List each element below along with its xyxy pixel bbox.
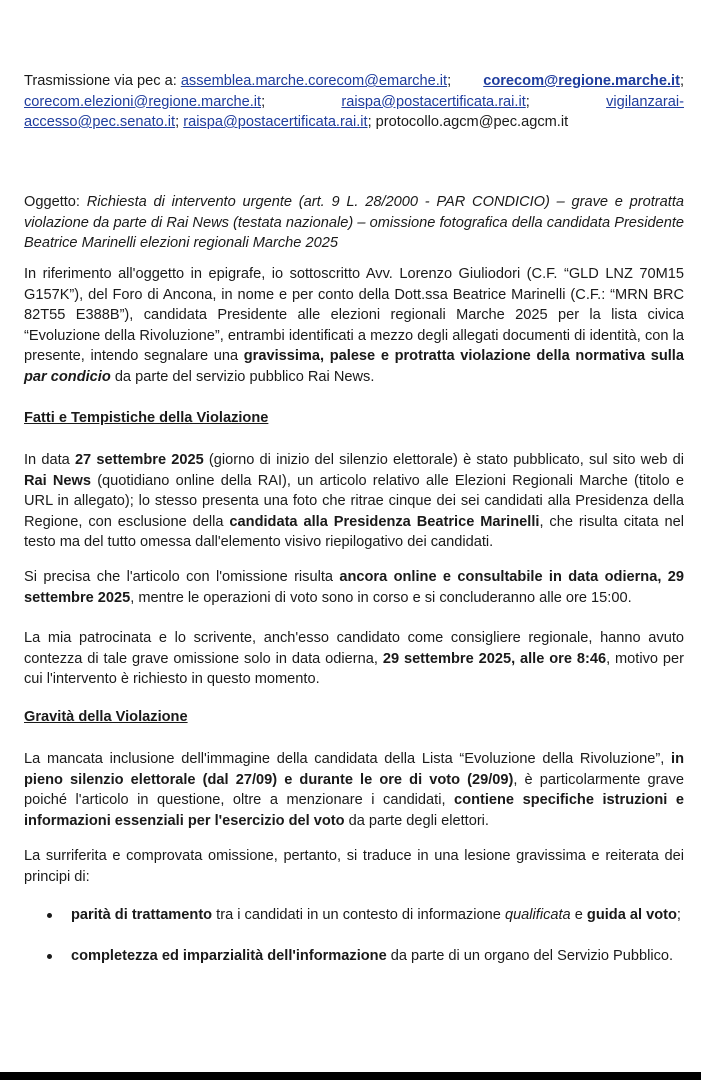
pec-link-vigilanzarai-part1[interactable]: vigilanzarai- xyxy=(606,93,684,110)
intro-text: In riferimento all'oggetto in epigrafe, io sottoscritto Avv. Lorenzo Giuliodori (C.F. “GLD LNZ 70M15 G157K”), del Foro di Ancona, in nome e per conto della Dott.ssa Beatrice Marinelli (C.F.: “MRN BRC 82T55 E388B”), candidata Presidente alle elezioni regionali Marche 2025 per la lista civica “Evoluzione della Rivoluzione”, entrambi identificati a mezzo degli allegati documenti di identità, con la presente, intendo segnalare una xyxy=(24,266,684,364)
text: da parte degli elettori. xyxy=(344,812,489,829)
subject-text: Richiesta di intervento urgente (art. 9 L. 28/2000 - PAR CONDICIO) – grave e protratta violazione da parte di Rai News (testata nazionale) – omissione fotografica della candidata Presidente Beatrice Marinelli elezioni regionali Marche 2025 xyxy=(24,194,684,251)
bold: contiene specifiche istruzioni e informazioni essenziali per l'esercizio del voto xyxy=(24,792,685,829)
text: (quotidiano online della RAI), un articolo relativo alle Elezioni Regionali Marche (titolo e URL in allegato); lo stesso presenta una foto che ritrae cinque dei sei candidati alla Presidenza della Regione, con esclusione della xyxy=(24,472,684,530)
italic: qualificata xyxy=(504,907,571,923)
text: La mancata inclusione dell'immagine della candidata della Lista “Evoluzione della Rivoluzione”, xyxy=(24,751,672,767)
bold: completezza ed imparzialità dell'informazione xyxy=(71,948,387,964)
bullet-text xyxy=(71,946,687,967)
bold: 29 settembre 2025, alle ore 8:46 xyxy=(382,650,607,667)
fatti-paragraph-2 xyxy=(24,567,684,608)
gravita-paragraph-2: La surriferita e comprovata omissione, pertanto, si traduce in una lesione gravissima e reiterata dei principi di: xyxy=(24,848,684,885)
text: La mia patrocinata e lo scrivente, anch'esso candidato come consigliere regionale, hanno avuto contezza di tale grave omissione solo in data odierna, xyxy=(24,630,684,667)
bullet-text xyxy=(71,905,687,926)
pec-link-corecom[interactable]: corecom@regione.marche.it xyxy=(483,73,680,89)
intro-sep: , xyxy=(320,348,330,364)
text: , che risulta citata nel testo ma del tutto omessa dall'elemento visivo riepilogativo dei candidati. xyxy=(24,513,684,550)
intro-paragraph xyxy=(24,264,684,387)
pec-link-vigilanzarai-part2[interactable]: accesso@pec.senato.it xyxy=(24,114,176,130)
text: tra i candidati in un contesto di informazione xyxy=(212,907,505,923)
transmission-block: Trasmissione via pec a: assemblea.marche.corecom@emarche.it; corecom@regione.marche.it; corecom.elezioni@regione.marche.it; raispa@postacertificata.rai.it; vigilanzarai- accesso@pec.senato.it; raispa@postacertificata.rai.it; protocollo.agcm@pec.agcm.it xyxy=(24,73,684,130)
bullet-dot xyxy=(47,954,52,959)
bold: Rai News xyxy=(24,472,92,489)
pec-link-corecom-elezioni[interactable]: corecom.elezioni@regione.marche.it xyxy=(24,93,262,110)
intro-bold: gravissima xyxy=(243,348,321,364)
bold: guida al voto xyxy=(586,907,677,923)
subject-paragraph xyxy=(24,192,684,254)
text: e xyxy=(570,907,587,923)
subject-label: Oggetto: xyxy=(24,194,80,210)
text: , mentre le operazioni di voto sono in corso e si concluderanno alle ore 15:00. xyxy=(130,589,632,606)
bold: in pieno silenzio elettorale (dal 27/09) e durante le ore di voto (29/09) xyxy=(24,751,684,788)
intro-bold-italic: par condicio xyxy=(24,368,111,385)
pec-link-assemblea[interactable]: assemblea.marche.corecom@emarche.it xyxy=(180,73,448,89)
fatti-paragraph-1 xyxy=(24,450,684,553)
pec-link-raispa[interactable]: raispa@postacertificata.rai.it xyxy=(341,93,526,110)
text: , è particolarmente grave poiché l'articolo in questione, oltre a menzionare i candidati, xyxy=(24,771,684,808)
text: Si precisa che l'articolo con l'omissione risulta xyxy=(24,569,340,585)
bold: ancora online e consultabile in data odierna, 29 settembre 2025 xyxy=(24,569,684,606)
text: In data xyxy=(24,452,75,468)
text: ; xyxy=(676,907,681,923)
text: (giorno di inizio del silenzio elettorale) è stato pubblicato, sul sito web di xyxy=(203,452,684,468)
pec-agcm: protocollo.agcm@pec.agcm.it xyxy=(375,114,569,130)
bold: parità di trattamento xyxy=(71,907,213,923)
pec-link-raispa-2[interactable]: raispa@postacertificata.rai.it xyxy=(183,114,368,130)
text: , motivo per cui l'intervento è richiesto in questo momento. xyxy=(24,650,684,687)
text: da parte di un organo del Servizio Pubblico. xyxy=(386,948,674,964)
gravita-paragraph-1 xyxy=(24,749,684,831)
fatti-paragraph-3 xyxy=(24,628,684,690)
bottom-edge-bar xyxy=(0,1072,701,1080)
section-heading-gravita: Gravità della Violazione xyxy=(24,709,188,725)
intro-text-end: da parte del servizio pubblico Rai News. xyxy=(110,368,375,385)
intro-bold-2: palese e protratta violazione della normativa sulla xyxy=(329,348,684,364)
bullet-dot xyxy=(47,913,52,918)
transmission-label: Trasmissione via pec a: xyxy=(24,73,177,89)
bold: candidata alla Presidenza Beatrice Marinelli xyxy=(229,513,540,530)
bold: 27 settembre 2025 xyxy=(74,452,204,468)
section-heading-fatti: Fatti e Tempistiche della Violazione xyxy=(24,410,269,426)
